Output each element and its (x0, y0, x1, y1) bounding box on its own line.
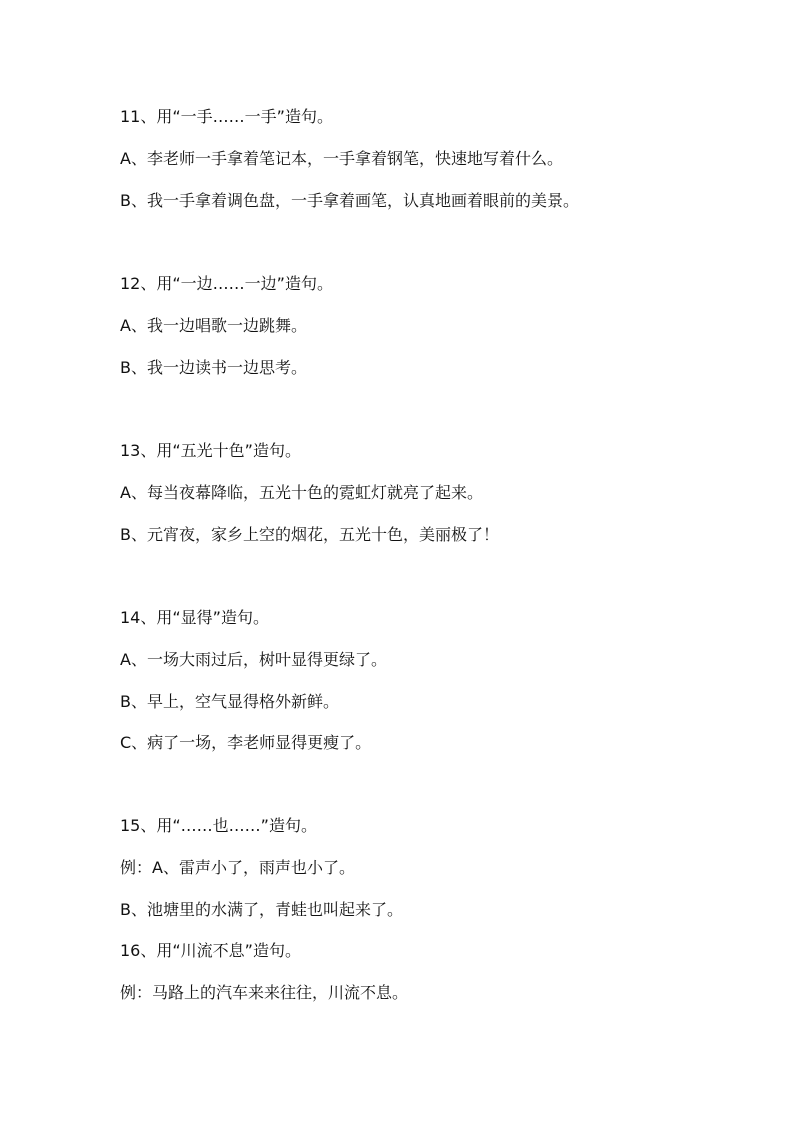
question-11: 11、用“一手……一手”造句。 (120, 107, 333, 126)
answer-12-a: A、我一边唱歌一边跳舞。 (120, 316, 307, 335)
answer-15-a: 例：A、雷声小了，雨声也小了。 (120, 858, 355, 877)
answer-13-b: B、元宵夜，家乡上空的烟花，五光十色，美丽极了！ (120, 525, 499, 544)
answer-12-b: B、我一边读书一边思考。 (120, 358, 307, 377)
answer-16-example: 例：马路上的汽车来来往往，川流不息。 (120, 983, 409, 1002)
question-16: 16、用“川流不息”造句。 (120, 941, 301, 960)
question-14: 14、用“显得”造句。 (120, 608, 269, 627)
answer-13-a: A、每当夜幕降临，五光十色的霓虹灯就亮了起来。 (120, 483, 483, 502)
answer-14-c: C、病了一场，李老师显得更瘦了。 (120, 733, 372, 752)
answer-14-b: B、早上，空气显得格外新鲜。 (120, 692, 339, 711)
answer-11-b: B、我一手拿着调色盘，一手拿着画笔，认真地画着眼前的美景。 (120, 191, 579, 210)
answer-15-b: B、池塘里的水满了，青蛙也叫起来了。 (120, 900, 403, 919)
answer-11-a: A、李老师一手拿着笔记本，一手拿着钢笔，快速地写着什么。 (120, 149, 563, 168)
question-15: 15、用“……也……”造句。 (120, 816, 317, 835)
question-12: 12、用“一边……一边”造句。 (120, 274, 333, 293)
question-13: 13、用“五光十色”造句。 (120, 441, 301, 460)
answer-14-a: A、一场大雨过后，树叶显得更绿了。 (120, 650, 387, 669)
